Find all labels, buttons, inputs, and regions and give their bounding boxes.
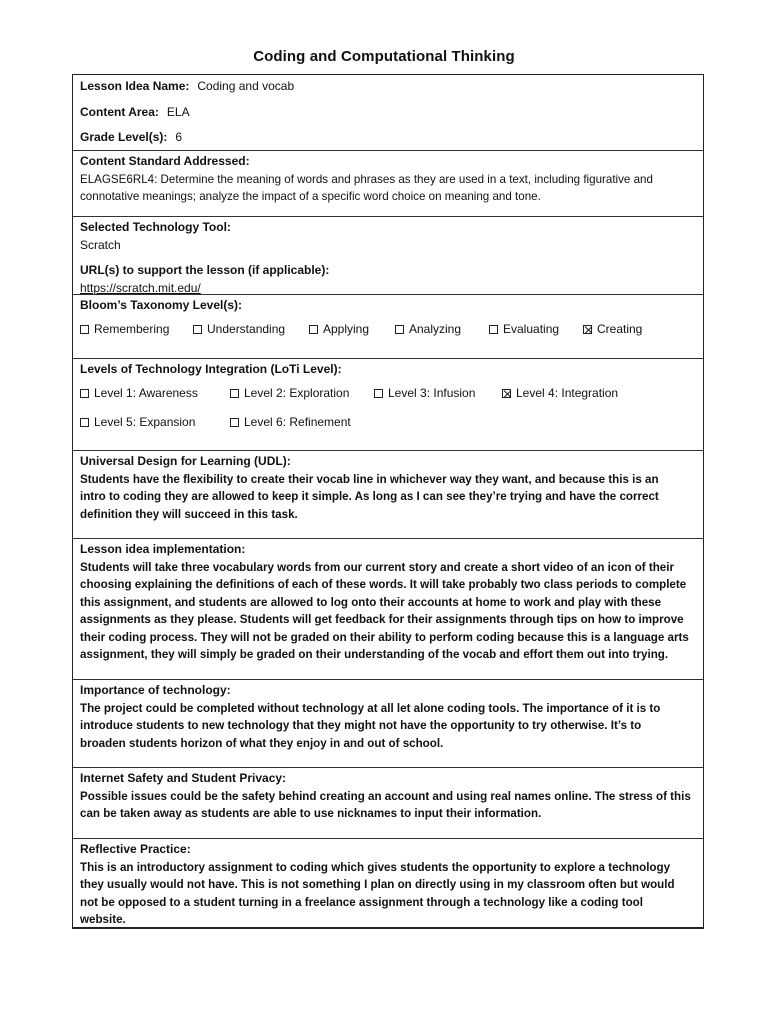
checkbox-icon [374,389,383,398]
implementation-line-1: Students will take three vocabulary words from our current story and create a short video of an icon of their [80,560,674,574]
udl-section [73,450,703,538]
content-standard-line-1: ELAGSE6RL4: Determine the meaning of words and phrases as they are used in a text, including figurative and [80,172,653,186]
loti-options-row-2 [80,408,696,437]
reflective-line-2: they usually would not have. This is not something I plan on directly using in my classroom often but would [80,878,675,891]
reflective-line-3: not be opposed to a student turning in a freelance assignment through a technology like a coding tool [80,895,643,909]
udl-line-2: intro to coding they are allowed to keep it simple. As long as I can see they’re trying and have the correct [80,490,659,503]
checkbox-icon [230,389,239,398]
blooms-applying-option[interactable]: Applying [309,321,369,339]
page-title: Coding and Computational Thinking [253,48,515,65]
importance-line-1: The project could be completed without technology at all let alone coding tools. The importance of it is to [80,701,661,715]
safety-line-2: can be taken away as students are able to use nicknames to input their information. [80,807,542,820]
reflective-line-4: website. [80,913,126,926]
url-label: URL(s) to support the lesson (if applicable): [80,263,330,277]
importance-section [73,679,703,767]
implementation-line-6: assignment, they will simply be graded on their understanding of the vocab and effort them out into trying. [80,648,669,661]
safety-line-1: Possible issues could be the safety behind creating an account and using real names online. The stress of this [80,789,691,803]
content-standard-section [73,150,703,216]
reflective-section [73,838,703,927]
lesson-form [72,74,704,929]
grade-level-label: Grade Level(s): [80,130,168,144]
checkbox-icon [309,325,318,334]
loti-level-1-option[interactable]: Level 1: Awareness [80,385,198,403]
technology-tool-section [73,216,703,294]
scratch-url-link[interactable]: https://scratch.mit.edu/ [80,280,201,295]
loti-level-3-option[interactable]: Level 3: Infusion [374,385,475,403]
importance-label: Importance of technology: [80,683,231,697]
udl-line-1: Students have the flexibility to create their vocab line in whichever way they want, and because this is an [80,472,659,486]
implementation-section [73,538,703,679]
content-area-label: Content Area: [80,104,159,119]
checkbox-icon [489,325,498,334]
grade-level-value: 6 [175,130,183,144]
lesson-name-row [80,75,696,101]
content-area-row [80,101,696,127]
loti-section [73,358,703,450]
implementation-line-3: this assignment, and students are allowed to log onto their accounts at home to work and play with these [80,595,662,609]
blooms-section [73,294,703,358]
checkbox-icon [80,389,89,398]
reflective-line-1: This is an introductory assignment to coding which gives students the opportunity to explore a technology [80,860,671,874]
checkbox-icon [80,325,89,334]
safety-section [73,767,703,838]
importance-line-2: introduce students to new technology that they might not have the opportunity to try otherwise. It’s to [80,719,642,732]
implementation-label: Lesson idea implementation: [80,542,246,556]
content-standard-label: Content Standard Addressed: [80,154,250,168]
udl-line-3: definition they will succeed in this task. [80,507,298,521]
technology-tool-label: Selected Technology Tool: [80,220,231,234]
blooms-understanding-option[interactable]: Understanding [193,321,285,339]
safety-label: Internet Safety and Student Privacy: [80,771,287,785]
implementation-line-2: choosing explaining the definitions of each of these words. It will take probably two class periods to complete [80,578,687,591]
blooms-analyzing-option[interactable]: Analyzing [395,321,461,339]
lesson-name-value: Coding and vocab [197,79,295,93]
importance-line-3: broaden students horizon of what they enjoy in and out of school. [80,736,444,750]
checked-checkbox-icon [583,325,592,334]
implementation-line-5: their coding process. They will not be graded on their ability to perform coding because this is a language arts [80,630,689,644]
content-area-value: ELA [166,104,190,119]
loti-level-5-option[interactable]: Level 5: Expansion [80,414,195,432]
blooms-creating-option[interactable]: Creating [583,321,642,339]
loti-level-2-option[interactable]: Level 2: Exploration [230,385,349,403]
blooms-remembering-option[interactable]: Remembering [80,321,169,339]
blooms-evaluating-option[interactable]: Evaluating [489,321,559,339]
blooms-label: Bloom’s Taxonomy Level(s): [80,298,243,312]
loti-options-row-1 [80,379,696,408]
implementation-line-4: assignments as they please. Students will get feedback for their assignments through tips on how to improve [80,613,684,626]
checkbox-icon [395,325,404,334]
loti-level-6-option[interactable]: Level 6: Refinement [230,414,351,432]
lesson-info-section [73,75,703,150]
technology-tool-value: Scratch [80,237,121,252]
loti-label: Levels of Technology Integration (LoTi Level): [80,362,342,376]
lesson-name-label: Lesson Idea Name: [80,79,190,93]
checkbox-icon [80,418,89,427]
checkbox-icon [230,418,239,427]
udl-label: Universal Design for Learning (UDL): [80,454,291,468]
content-standard-line-2: connotative meanings; analyze the impact of a specific word choice on meaning and tone. [80,190,541,203]
grade-level-row [80,126,696,152]
blooms-options [80,315,696,344]
loti-level-4-option[interactable]: Level 4: Integration [502,385,618,403]
reflective-label: Reflective Practice: [80,842,191,856]
checked-checkbox-icon [502,389,511,398]
checkbox-icon [193,325,202,334]
